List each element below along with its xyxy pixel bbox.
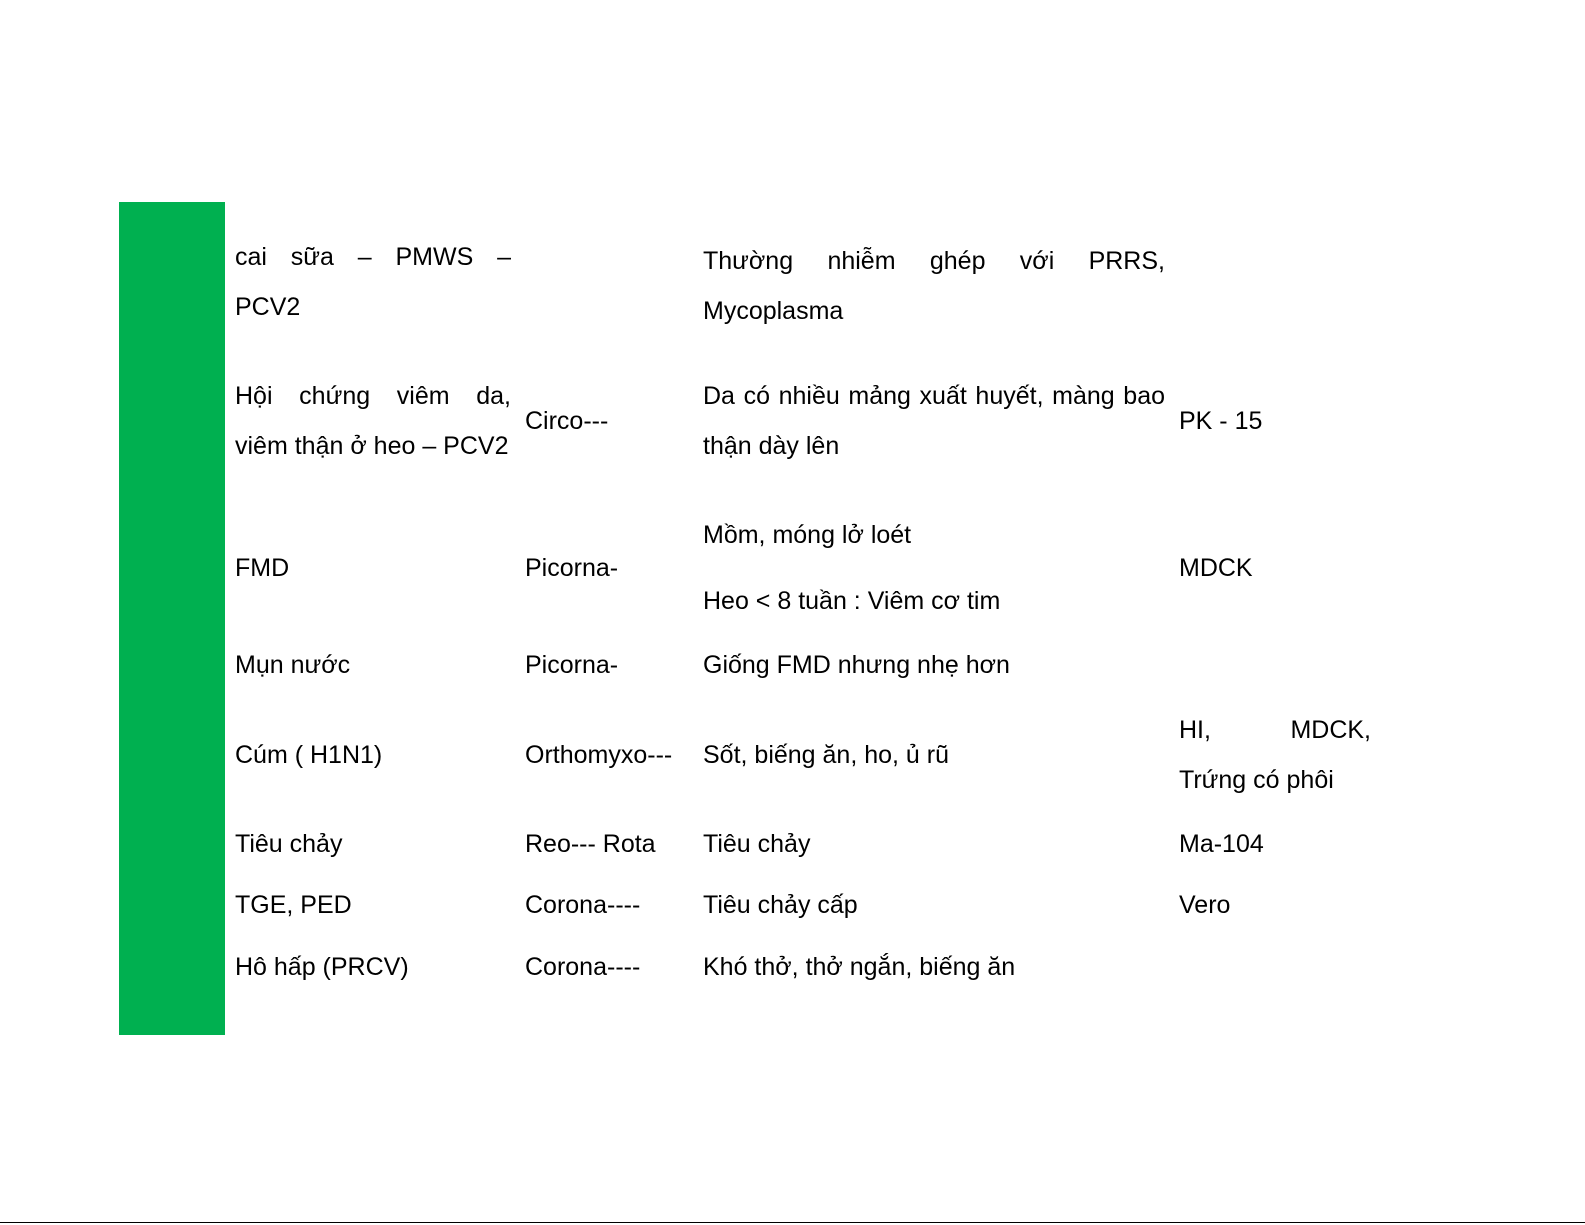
table-row [235, 634, 1385, 696]
symptoms-cell: Thường nhiễm ghép với PRRS, Mycoplasma [703, 247, 1165, 325]
disease-cell: Hội chứng viêm da, viêm thận ở heo – PCV2 [235, 382, 511, 460]
symptoms-cell: Giống FMD nhưng nhẹ hơn [703, 651, 1010, 679]
virus-cell: Circo--- [525, 407, 609, 435]
table-row [235, 936, 1385, 998]
disease-cell: Cúm ( H1N1) [235, 741, 383, 769]
disease-cell: cai sữa – PMWS – PCV2 [235, 243, 511, 321]
virus-table [235, 232, 1385, 998]
virus-cell: Picorna- [525, 651, 619, 679]
symptoms-cell: Tiêu chảy [703, 830, 811, 858]
cells-cell: PK - 15 [1179, 407, 1263, 435]
symptoms-cell: Khó thở, thở ngắn, biếng ăn [703, 953, 1016, 981]
table-row [235, 232, 1385, 340]
symptoms-cell: Tiêu chảy cấp [703, 891, 858, 919]
cells-cell: HI, MDCK, Trứng có phôi [1179, 716, 1371, 794]
cells-cell: Ma-104 [1179, 830, 1264, 858]
disease-cell: Tiêu chảy [235, 830, 343, 858]
cells-cell: Vero [1179, 891, 1231, 919]
table-row [235, 874, 1385, 936]
symptoms-cell: Sốt, biếng ăn, ho, ủ rũ [703, 741, 950, 769]
accent-bar [119, 202, 225, 1035]
virus-cell: Corona---- [525, 953, 641, 981]
symptom-line: Mồm, móng lở loét [703, 521, 912, 549]
virus-cell: Reo--- Rota [525, 830, 656, 858]
disease-cell: TGE, PED [235, 891, 352, 919]
symptoms-cell [703, 502, 1179, 634]
table-row [235, 340, 1385, 502]
disease-cell: Mụn nước [235, 651, 351, 679]
table-row [235, 814, 1385, 874]
disease-cell: Hô hấp (PRCV) [235, 953, 409, 981]
page-divider [0, 1222, 1585, 1223]
virus-cell: Orthomyxo--- [525, 741, 673, 769]
table-row [235, 502, 1385, 634]
table-row [235, 696, 1385, 814]
cells-cell: MDCK [1179, 554, 1253, 582]
disease-cell: FMD [235, 554, 290, 582]
symptoms-cell: Da có nhiều mảng xuất huyết, màng bao thận dày lên [703, 382, 1165, 460]
symptom-line: Heo < 8 tuần : Viêm cơ tim [703, 587, 1001, 615]
virus-cell: Corona---- [525, 891, 641, 919]
virus-cell: Picorna- [525, 554, 619, 582]
